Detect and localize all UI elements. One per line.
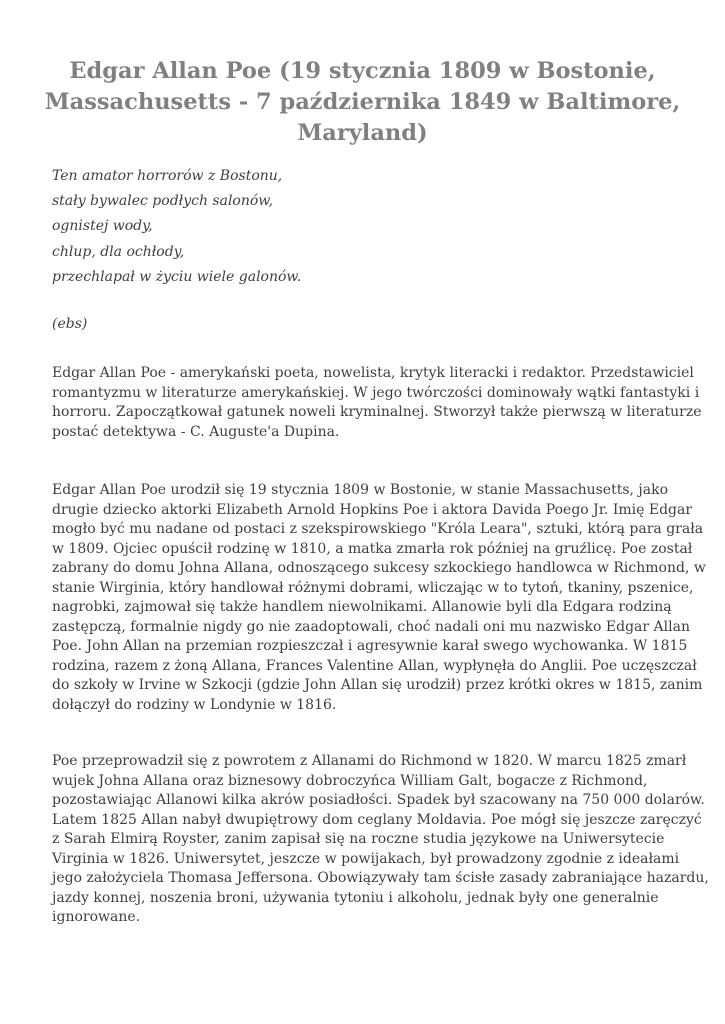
paragraph-line: Virginia w 1826. Uniwersytet, jeszcze w powijakach, był prowadzony zgodnie z ideałami (52, 850, 680, 867)
paragraph-line: pozostawiając Allanowi kilka akrów posiadłości. Spadek był szacowany na 750 000 dolarów. (52, 792, 705, 808)
paragraph-richmond (52, 752, 709, 928)
paragraph-line: w 1809. Ojciec opuścił rodzinę w 1810, a matka zmarła rok później na gruźlicę. Poe został (52, 540, 693, 557)
paragraph-line: postać detektywa - C. Auguste'a Dupina. (52, 423, 340, 440)
paragraph-line: ignorowane. (52, 909, 141, 925)
poem-line: ognistej wody, (52, 218, 153, 235)
paragraph-line: mogło być mu nadane od postaci z szekspirowskiego "Króla Leara", sztuki, którą para grała (52, 521, 704, 537)
paragraph-line: nagrobki, zajmował się także handlem niewolnikami. Allanowie byli dla Edgara rodziną (52, 599, 672, 615)
paragraph-childhood (52, 481, 706, 715)
poem-line: Ten amator horrorów z Bostonu, (52, 168, 283, 184)
paragraph-line: dołączył do rodziny w Londynie w 1816. (52, 696, 337, 713)
paragraph-line: jego założyciela Thomasa Jeffersona. Obowiązywały tam ścisłe zasady zabraniające hazardu, (52, 870, 709, 886)
paragraph-intro (52, 364, 702, 442)
poem-line: przechlapał w życiu wiele galonów. (52, 268, 302, 285)
paragraph-line: stanie Wirginia, który handlował różnymi dobrami, wliczając w to tytoń, tkaniny, pszenice, (52, 579, 694, 596)
paragraph-line: jazdy konnej, noszenia broni, używania tytoniu i alkoholu, jednak były one generalnie (52, 889, 659, 906)
paragraph-line: do szkoły w Irvine w Szkocji (gdzie John Allan się urodził) przez krótki okres w 1815, zanim (52, 677, 703, 693)
poem-line: chlup, dla ochłody, (52, 243, 185, 260)
paragraph-line: Edgar Allan Poe - amerykański poeta, nowelista, krytyk literacki i redaktor. Przedstawiciel (52, 365, 694, 381)
poem-signature: (ebs) (52, 316, 88, 332)
paragraph-line: Poe przeprowadził się z powrotem z Allanami do Richmond w 1820. W marcu 1825 zmarł (52, 753, 687, 769)
limerick-poem (52, 164, 682, 290)
title-line: Massachusetts - 7 października 1849 w Baltimore, (44, 89, 681, 115)
paragraph-line: rodzina, razem z żoną Allana, Frances Valentine Allan, wypłynęła do Anglii. Poe uczęszczał (52, 657, 697, 674)
paragraph-line: zastępczą, formalnie nigdy go nie zaadoptowali, choć nadali oni mu nazwisko Edgar Allan (52, 618, 690, 635)
paragraph-line: z Sarah Elmirą Royster, zanim zapisał się na roczne studia językowe na Uniwersytecie (52, 831, 665, 847)
paragraph-line: drugie dziecko aktorki Elizabeth Arnold Hopkins Poe i aktora Davida Poego Jr. Imię Edgar (52, 501, 693, 518)
paragraph-line: Latem 1825 Allan nabył dwupiętrowy dom ceglany Moldavia. Poe mógł się jeszcze zaręczyć (52, 811, 702, 828)
page-title (40, 56, 685, 149)
poem-line: stały bywalec podłych salonów, (52, 193, 274, 210)
title-line: Edgar Allan Poe (19 stycznia 1809 w Bostonie, (69, 58, 656, 84)
paragraph-line: Edgar Allan Poe urodził się 19 stycznia 1809 w Bostonie, w stanie Massachusetts, jako (52, 482, 669, 498)
paragraph-line: horroru. Zapoczątkował gatunek noweli kryminalnej. Stworzył także pierwszą w literaturze (52, 404, 702, 420)
paragraph-line: romantyzmu w literaturze amerykańskiej. W jego twórczości dominowały wątki fantastyki i (52, 384, 700, 401)
title-line: Maryland) (297, 120, 428, 146)
paragraph-line: zabrany do domu Johna Allana, odnoszącego sukcesy szkockiego handlowca w Richmond, w (52, 560, 706, 576)
paragraph-line: Poe. John Allan na przemian rozpieszczał i agresywnie karał swego wychowanka. W 1815 (52, 638, 688, 654)
paragraph-line: wujek Johna Allana oraz biznesowy dobroczyńca William Galt, bogacze z Richmond, (52, 772, 648, 789)
